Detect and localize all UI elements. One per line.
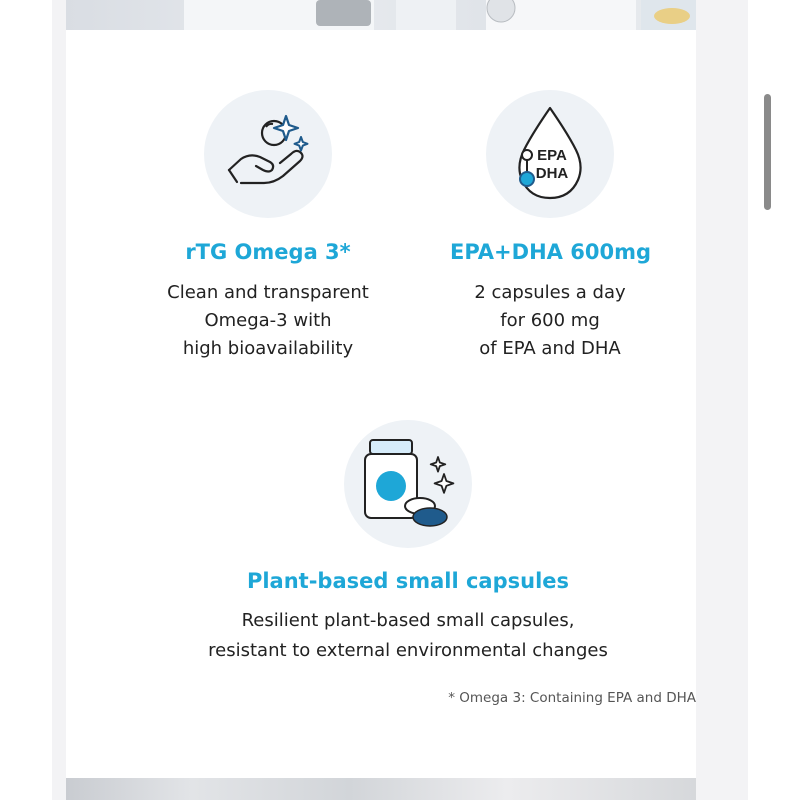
product-detail-content xyxy=(66,0,696,800)
hand-sparkle-icon xyxy=(204,90,332,218)
product-packages-image xyxy=(66,0,696,30)
product-photo-top xyxy=(66,0,696,30)
desc-line: Clean and transparent xyxy=(167,282,369,303)
feature-title-plant-capsules: Plant-based small capsules xyxy=(246,569,570,593)
feature-desc-plant-capsules xyxy=(128,606,688,666)
product-photo-bottom xyxy=(66,778,696,800)
page-frame-right xyxy=(696,0,748,800)
omega-footnote: * Omega 3: Containing EPA and DHA xyxy=(448,690,696,706)
scrollbar-thumb[interactable] xyxy=(764,94,771,210)
desc-line: Resilient plant-based small capsules, xyxy=(241,610,575,631)
desc-line: of EPA and DHA xyxy=(479,338,621,359)
feature-title-epa-dha: EPA+DHA 600mg xyxy=(450,240,651,264)
page-frame-left xyxy=(52,0,66,800)
epa-dha-drop-icon xyxy=(486,90,614,218)
epa-label: EPA xyxy=(537,147,567,164)
feature-desc-rtg-omega xyxy=(118,279,418,363)
dha-label: DHA xyxy=(535,165,569,182)
desc-line: Omega-3 with xyxy=(204,310,332,331)
feature-title-rtg-omega: rTG Omega 3* xyxy=(185,240,351,264)
desc-line: resistant to external environmental changes xyxy=(208,640,608,661)
capsule-bottle-icon xyxy=(344,420,472,548)
desc-line: for 600 mg xyxy=(500,310,600,331)
desc-line: high bioavailability xyxy=(182,338,354,359)
feature-desc-epa-dha xyxy=(400,279,696,363)
desc-line: 2 capsules a day xyxy=(474,282,626,303)
